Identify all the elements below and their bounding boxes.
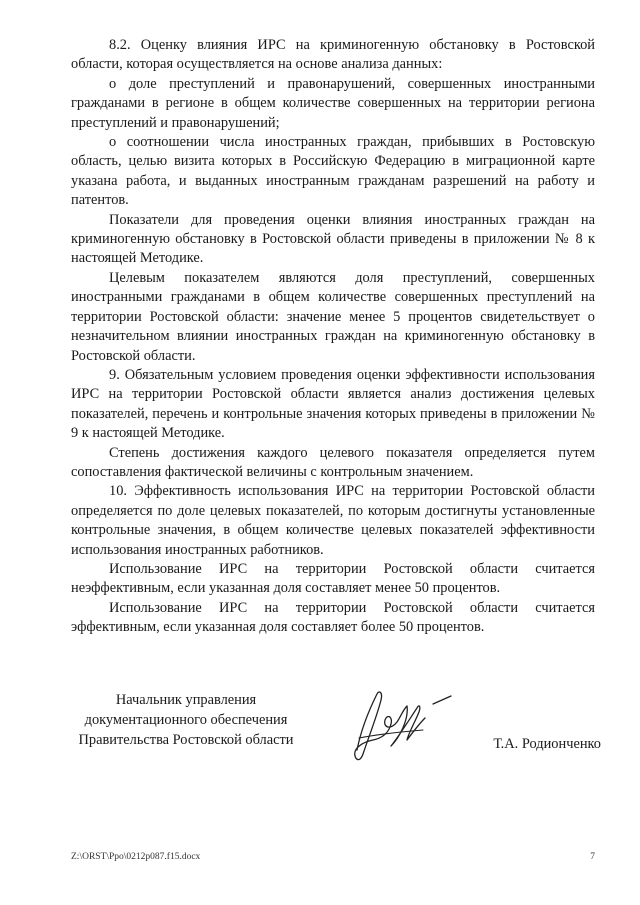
paragraph-target-indicator: Целевым показателем являются доля преступлений, совершенных иностранными гражданами в общем количестве совершенных преступлений на территории Ростовской области: значение менее 5 процентов свидетельствует о незначительном влиянии иностранных граждан на криминогенную обстановку в Ростовской области. bbox=[71, 269, 595, 364]
document-body bbox=[71, 36, 595, 638]
paragraph-8-2: 8.2. Оценку влияния ИРС на криминогенную обстановку в Ростовской области, которая осуществляется на основе анализа данных: bbox=[71, 37, 595, 73]
paragraph-effective: Использование ИРС на территории Ростовской области считается эффективным, если указанная доля составляет более 50 процентов. bbox=[71, 599, 595, 636]
paragraph-10: 10. Эффективность использования ИРС на территории Ростовской области определяется по доле целевых показателей, по которым достигнуты установленные контрольные значения, в общем количестве целевых показателей эффективности использования иностранных работников. bbox=[71, 483, 595, 558]
footer-file-path: Z:\ORST\Ppo\0212p087.f15.docx bbox=[71, 852, 201, 862]
handwritten-signature bbox=[339, 680, 459, 770]
signer-title-line: Правительства Ростовской области bbox=[78, 732, 294, 748]
paragraph-achievement-degree: Степень достижения каждого целевого показателя определяется путем сопоставления фактической величины с контрольным значением. bbox=[71, 444, 595, 480]
paragraph-9: 9. Обязательным условием проведения оценки эффективности использования ИРС на территории Ростовской области является анализ достижения целевых показателей, перечень и контрольные значения которых приведены в приложении № 9 к настоящей Методике. bbox=[71, 366, 595, 442]
signer-name: Т.А. Родионченко bbox=[493, 736, 601, 752]
paragraph-indicators: Показатели для проведения оценки влияния иностранных граждан на криминогенную обстановку в Ростовской области приведены в приложении № 8 к настоящей Методике. bbox=[71, 211, 595, 267]
signature-block bbox=[71, 688, 601, 768]
page-number: 7 bbox=[590, 852, 595, 862]
signer-title bbox=[71, 690, 301, 750]
paragraph-crime-share: о доле преступлений и правонарушений, совершенных иностранными гражданами в регионе в общем количестве совершенных на территории региона преступлений и правонарушений; bbox=[71, 75, 595, 131]
paragraph-foreign-ratio: о соотношении числа иностранных граждан, прибывших в Ростовскую область, целью визита которых в Российскую Федерацию в миграционной карте указана работа, и выданных иностранным гражданам разрешений на работу и патентов. bbox=[71, 134, 595, 209]
paragraph-ineffective: Использование ИРС на территории Ростовской области считается неэффективным, если указанная доля составляет менее 50 процентов. bbox=[71, 560, 595, 597]
signer-title-line: Начальник управления bbox=[115, 692, 257, 708]
signer-title-line: документационного обеспечения bbox=[84, 712, 288, 728]
